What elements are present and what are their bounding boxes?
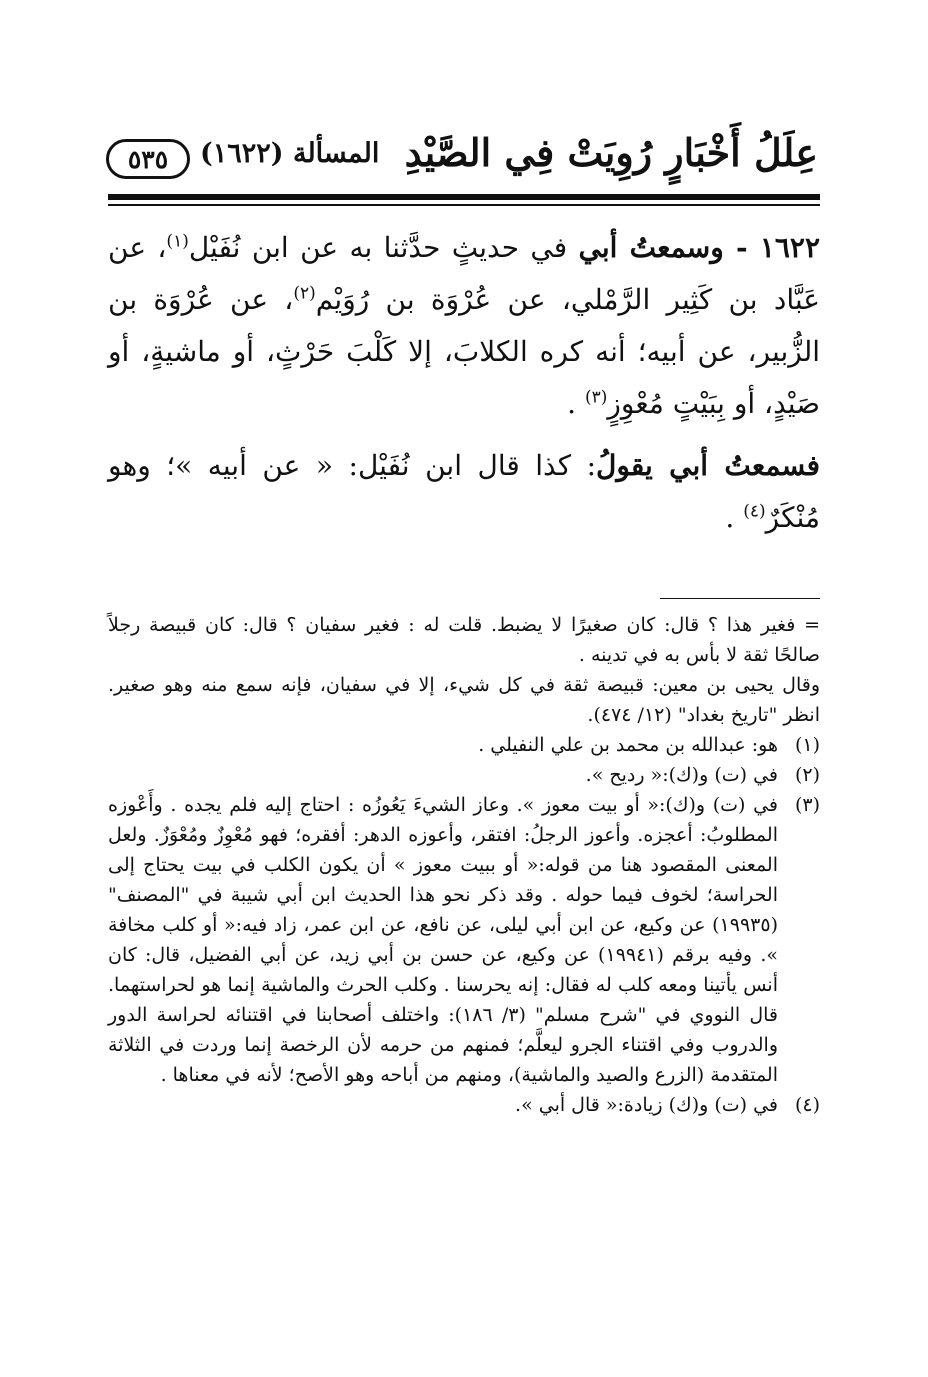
footnote-3: [108, 790, 820, 1090]
footnote-ref-2[interactable]: (٢): [293, 283, 316, 304]
paragraph-1-text-a: في حديثٍ حدَّثنا به عن ابن نُفَيْل: [188, 231, 579, 264]
paragraph-2: [108, 440, 820, 544]
footnotes: [108, 610, 820, 1120]
paragraph-2-end: .: [725, 501, 744, 534]
running-title: عِلَلُ أَخْبَارٍ رُوِيَتْ فِي الصَّيْدِ: [404, 130, 818, 175]
paragraph-1-text-b: ، عن عَبَّاد بن كَثِير الرَّمْلي، عن عُرْوَة بن رُوَيْم: [108, 231, 821, 316]
page-number: ٥٣٥: [127, 144, 169, 174]
footnote-number: (٣): [794, 794, 820, 816]
issue-number: المسألة (١٦٢٢): [200, 138, 380, 169]
footnote-ref-3[interactable]: (٣): [584, 387, 608, 408]
footnote-number: (١): [794, 734, 820, 756]
paragraph-1-end: .: [567, 387, 585, 420]
main-text: [108, 222, 820, 544]
footnote-text: في (ت) و(ك):« أو بيت معوز ». وعاز الشيءَ يَعُوزُه : احتاج إليه فلم يجده . وأَعْوزه المطلوبُ: أعجزه. وأعوز الرجلُ: افتقر، وأعوزه الدهر: أفقره؛ فهو مُعْوِزٌ ومُعْوَزٌ. ولعل المعنى المقصود هنا من قوله:« أو ببيت معوز » أن يكون الكلب في بيت يحتاج إلى الحراسة؛ لخوف فيما حوله . وقد ذكر نحو هذا الحديث ابن أبي شيبة في "المصنف" (١٩٩٣٥) عن وكيع، عن ابن أبي ليلى، عن نافع، عن ابن عمر، زاد فيه:« أو كلب مخافة ». وفيه برقم (١٩٩٤١) عن وكيع، عن حسن بن أبي زيد، عن أبي الفضيل، قال: كان أنس يأتينا ومعه كلب له فقال: إنه يحرسنا . وكلب الحرث والماشية إنما هو لحراستهما. قال النووي في "شرح مسلم" (٣/ ١٨٦): واختلف أصحابنا في اقتنائه لحراسة الدور والدروب وفي اقتناء الجرو ليعلَّم؛ فمنهم من حرمه لأن الرخصة إنما وردت في الثلاثة المتقدمة (الزرع والصيد والماشية)، ومنهم من أباحه وهو الأصح؛ لأنه في معناها .: [108, 794, 778, 1086]
header-rule-thick: [108, 194, 820, 200]
footnote-text: هو: عبدالله بن محمد بن علي النفيلي .: [478, 734, 778, 756]
paragraph-2-lead: فسمعتُ أبي يقولُ: [596, 449, 820, 482]
paragraph-1-lead: ١٦٢٢ - وسمعتُ أبي: [578, 231, 820, 264]
header-rule-thin: [108, 204, 820, 206]
footnote-1: [108, 730, 820, 760]
footnote-ref-4[interactable]: (٤): [743, 501, 766, 522]
footnote-number: (٢): [794, 764, 820, 786]
footnote-text: في (ت) و(ك):« رديح ».: [585, 764, 778, 786]
page-number-badge: [106, 139, 190, 179]
paragraph-2-text: : كذا قال ابن نُفَيْل: « عن أبيه »؛ وهو مُنْكَرٌ: [108, 449, 820, 534]
footnote-2: [108, 760, 820, 790]
footnote-text: في (ت) و(ك) زيادة:« قال أبي ».: [515, 1094, 778, 1116]
footnote-continuation-1: = فغير هذا ؟ قال: كان صغيرًا لا يضبط. قلت له : فغير سفيان ؟ قال: كان قبيصة رجلاً صالحًا ثقة لا بأس به في تدينه .: [108, 614, 820, 666]
paragraph-1-text-c: ، عن عُرْوَة بن الزُّبير، عن أبيه؛ أنه كره الكلابَ، إلا كَلْبَ حَرْثٍ، أو ماشيةٍ، أو صَيْدٍ، أو بِبَيْتٍ مُعْوِزٍ: [108, 283, 820, 420]
footnote-separator: [660, 598, 820, 599]
footnote-4: [108, 1090, 820, 1120]
footnote-ref-1[interactable]: (١): [166, 231, 189, 252]
footnote-continuation-2: وقال يحيى بن معين: قبيصة ثقة في كل شيء، إلا في سفيان، فإنه سمع منه وهو صغير. انظر "تاريخ بغداد" (١٢/ ٤٧٤).: [108, 674, 820, 726]
paragraph-1: [108, 222, 820, 430]
footnote-number: (٤): [794, 1094, 820, 1116]
